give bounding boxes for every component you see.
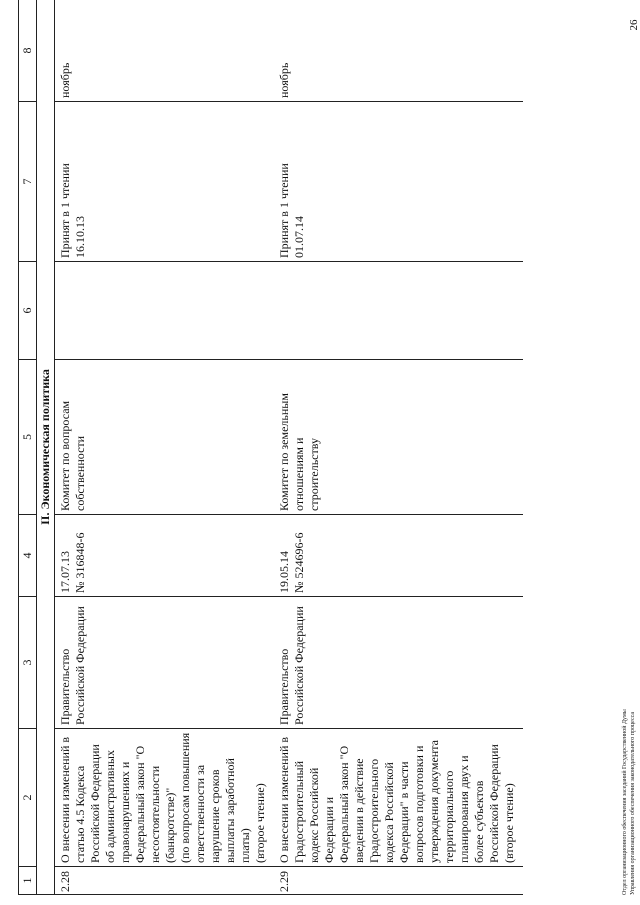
column-header-row — [19, 0, 37, 895]
column-header: 2 — [19, 729, 37, 867]
page-footer — [621, 475, 637, 895]
legislation-table — [18, 0, 523, 895]
section-row — [37, 0, 55, 895]
column-header: 1 — [19, 867, 37, 895]
registration: 17.07.13 № 316848-6 — [58, 532, 87, 593]
committee: Комитет по земельным отношениям и строительству — [277, 393, 321, 511]
table-row — [274, 0, 523, 895]
registration: 19.05.14 № 524696-6 — [277, 532, 306, 593]
month: ноябрь — [277, 62, 291, 98]
rotated-page — [18, 0, 640, 895]
section-title: II. Экономическая политика — [37, 0, 55, 895]
initiator: Правительство Российской Федерации — [58, 606, 87, 725]
committee: Комитет по вопросам собственности — [58, 400, 87, 511]
column-header: 4 — [19, 515, 37, 597]
column-header: 7 — [19, 102, 37, 262]
status: Принят в 1 чтении 01.07.14 — [277, 163, 306, 258]
column-header: 3 — [19, 597, 37, 729]
status: Принят в 1 чтении 16.10.13 — [58, 163, 87, 258]
footer-line: Управления организационного обеспечения законодательного процесса — [630, 711, 636, 895]
column-header: 5 — [19, 360, 37, 515]
bill-title: О внесении изменений в статью 4.5 Кодекса Российской Федерации об административных правонарушениях и Федеральный закон "О несостоятельности (банкротстве)" (по вопросам повышения ответственности за нарушение сроков выплаты заработной платы) (второе чтение) — [58, 732, 267, 863]
column-header: 6 — [19, 262, 37, 360]
row-number: 2.28 — [58, 871, 72, 892]
row-number: 2.29 — [277, 871, 291, 892]
bill-title: О внесении изменений в Градостроительный кодекс Российской Федерации и Федеральный закон "О введении в действие Градостроительного кодекса Российской Федерации" в части вопросов подготовки и утверждения документа территориального планирования двух и более субъектов Российской Федерации (второе чтение) — [277, 736, 516, 863]
column-header: 8 — [19, 0, 37, 102]
table-row — [55, 0, 275, 895]
footer-line: Отдел организационного обеспечения заседаний Государственной Думы — [622, 709, 628, 895]
page-number: 26 — [628, 19, 640, 31]
month: ноябрь — [58, 62, 72, 98]
initiator: Правительство Российской Федерации — [277, 606, 306, 725]
